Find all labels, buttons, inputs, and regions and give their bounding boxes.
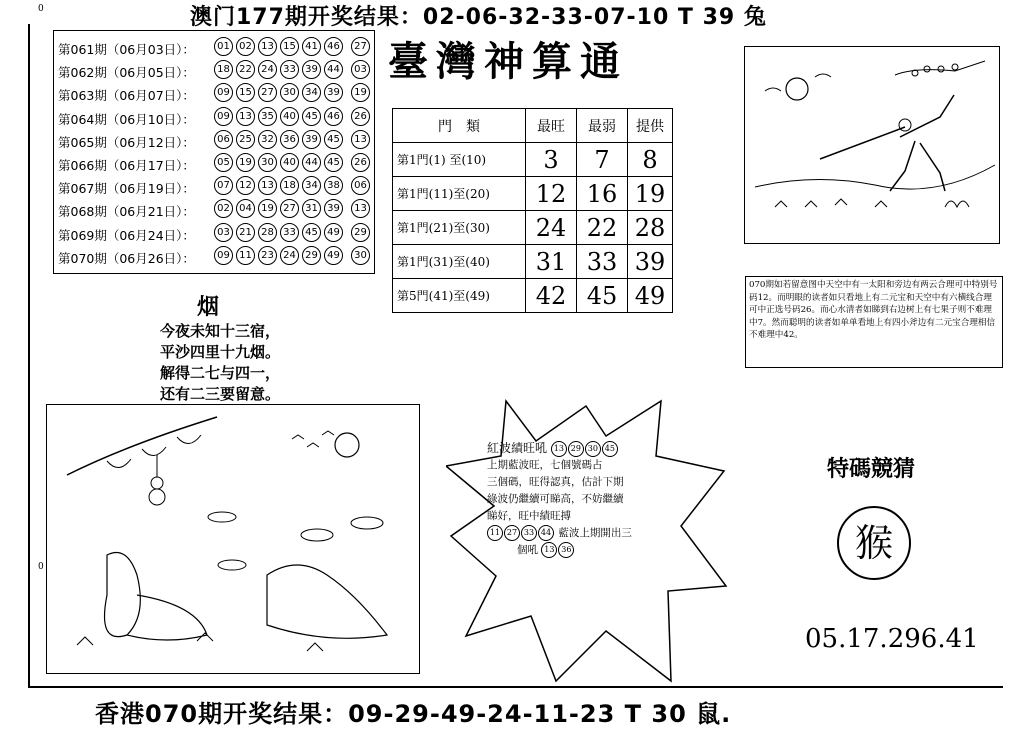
special-number-ball: 26 [351,153,370,172]
small-number-ball: 45 [602,441,618,457]
starburst-line: 三個碼，旺得認真，估計下期 [487,476,624,488]
number-ball: 39 [324,83,343,102]
poem-line: 解得二七与四一， [160,364,281,382]
number-ball: 40 [280,107,299,126]
number-ball: 39 [302,130,321,149]
number-ball: 45 [324,153,343,172]
history-label: 第066期（06月17日）： [58,158,195,173]
number-ball: 11 [236,246,255,265]
footer-balls [487,527,555,539]
special-number-ball: 27 [351,37,370,56]
number-ball: 09 [214,107,233,126]
warrior-illustration [744,46,1000,244]
number-ball: 05 [214,153,233,172]
special-number-ball: 06 [351,176,370,195]
history-label: 第062期（06月05日）： [58,65,195,81]
number-ball: 49 [324,223,343,242]
range-value: 39 [628,245,673,279]
starburst-heading-row [487,440,677,457]
range-label: 第1門(31)至(40) [393,245,526,279]
page-title: 臺灣神算通 [388,38,628,85]
number-ball: 39 [302,60,321,79]
scholar-illustration [46,404,420,674]
number-ball: 39 [324,199,343,218]
number-ball: 23 [258,246,277,265]
range-value: 3 [526,143,577,177]
number-ball: 34 [302,176,321,195]
range-value: 16 [577,177,628,211]
number-ball: 02 [236,37,255,56]
guess-title: 特碼競猜 [827,456,916,482]
range-value: 8 [628,143,673,177]
history-label: 第068期（06月21日）： [58,204,195,220]
table-row [393,177,673,211]
range-value: 22 [577,211,628,245]
special-number-ball: 19 [351,83,370,102]
table-header-hot: 最旺 [526,109,577,143]
number-ball: 09 [214,246,233,265]
starburst-footer2-row [487,542,677,559]
range-value: 31 [526,245,577,279]
history-label: 第067期（06月19日）： [58,181,195,197]
special-number-ball: 13 [351,199,370,218]
history-label: 第065期（06月12日）： [58,134,195,150]
small-number-ball: 36 [558,542,574,558]
range-label: 第5門(41)至(49) [393,279,526,313]
number-ball: 30 [258,153,277,172]
table-row [393,211,673,245]
number-ball: 07 [214,176,233,195]
range-value: 49 [628,279,673,313]
number-ball: 18 [214,60,233,79]
number-ball: 29 [302,246,321,265]
guess-code: 05.17.296.41 [805,624,979,654]
margin-mark-top: 0 [38,4,44,14]
number-ball: 18 [280,176,299,195]
poem-line: 还有二三要留意。 [160,385,281,403]
table-header-cold: 最弱 [577,109,628,143]
hint-note: 070期如若留意图中天空中有一太阳和旁边有两云合理可中特别号码12。而明眼的读者如只看地上有二元宝和天空中有六横线合理可中正选号码26。而心水清者如睇到右边树上有七果子则不难理中7。然而聪明的读者如单单看地上有四小斧边有二元宝合理相信不难理中42。 [745,276,1003,368]
number-ball: 09 [214,83,233,102]
special-number-ball: 26 [351,107,370,126]
number-ball: 45 [324,130,343,149]
number-ball: 32 [258,130,277,149]
number-ball: 35 [258,107,277,126]
number-ball: 38 [324,176,343,195]
scholar-drawing [47,405,419,673]
number-ball: 30 [280,83,299,102]
number-ball: 12 [236,176,255,195]
history-label: 第061期（06月03日）： [58,42,195,57]
number-ball: 33 [280,60,299,79]
heading-balls [551,441,619,455]
number-ball: 13 [258,176,277,195]
number-ball: 02 [214,199,233,218]
number-ball: 22 [236,60,255,79]
range-value: 19 [628,177,673,211]
poem-line: 平沙四里十九烟。 [160,343,281,361]
number-ball: 44 [324,60,343,79]
starburst-footer2-text: 個吼 [517,544,538,556]
special-number-ball: 13 [351,130,370,149]
number-ball: 44 [302,153,321,172]
number-ball: 24 [280,246,299,265]
number-ball: 40 [280,153,299,172]
small-number-ball: 13 [541,542,557,558]
number-ball: 04 [236,199,255,218]
number-ball: 27 [258,83,277,102]
history-label: 第069期（06月24日）： [58,227,195,243]
range-value: 28 [628,211,673,245]
number-ball: 46 [324,37,343,56]
warrior-drawing [745,47,999,243]
table-header-category: 門 類 [393,109,526,143]
starburst-footer-row [487,525,677,542]
range-value: 45 [577,279,628,313]
small-number-ball: 33 [521,525,537,541]
number-ball: 15 [236,83,255,102]
small-number-ball: 29 [568,441,584,457]
history-label: 第070期（06月26日）： [58,250,195,266]
number-ball: 34 [302,83,321,102]
range-value: 12 [526,177,577,211]
poem-line: 今夜未知十三宿， [160,322,281,340]
history-results-box [53,30,375,274]
small-number-ball: 27 [504,525,520,541]
table-row [393,279,673,313]
starburst-line: 睇好，旺中績旺搏 [487,510,571,522]
table-row [393,143,673,177]
number-ball: 15 [280,37,299,56]
range-value: 7 [577,143,628,177]
number-ball: 27 [280,199,299,218]
small-number-ball: 44 [538,525,554,541]
number-ball: 45 [302,223,321,242]
bottom-result-banner: 香港070期开奖结果：09-29-49-24-11-23 T 30 鼠. [95,700,732,728]
table-header-provide: 提供 [628,109,673,143]
starburst-heading: 紅波績旺吼 [487,441,548,455]
number-ball: 01 [214,37,233,56]
history-label: 第064期（06月10日）： [58,111,195,127]
starburst-line: 上期藍波旺，七個號碼占 [487,459,603,471]
range-label: 第1門(1) 至(10) [393,143,526,177]
small-number-ball: 13 [551,441,567,457]
number-ball: 24 [258,60,277,79]
footer2-balls [541,544,575,556]
range-value: 33 [577,245,628,279]
number-ball: 06 [214,130,233,149]
number-ball: 03 [214,223,233,242]
starburst-line: 綠波仍繼續可睇高，不妨繼續 [487,493,624,505]
number-ball: 13 [236,107,255,126]
number-ball: 36 [280,130,299,149]
range-label: 第1門(11)至(20) [393,177,526,211]
number-ball: 25 [236,130,255,149]
top-result-banner: 澳门177期开奖结果：02-06-32-33-07-10 T 39 兔 [190,5,767,30]
starburst-footer-text: 藍波上期開出三 [558,527,632,539]
range-value: 42 [526,279,577,313]
special-number-ball: 03 [351,60,370,79]
number-ball: 45 [302,107,321,126]
number-ball: 28 [258,223,277,242]
frame-left [28,24,30,688]
history-label: 第063期（06月07日）： [58,88,195,104]
number-ball: 31 [302,199,321,218]
number-ball: 19 [258,199,277,218]
number-ball: 33 [280,223,299,242]
special-number-ball: 29 [351,223,370,242]
range-table [392,108,673,313]
number-ball: 13 [258,37,277,56]
range-label: 第1門(21)至(30) [393,211,526,245]
number-ball: 41 [302,37,321,56]
zodiac-badge: 猴 [837,506,911,580]
small-number-ball: 30 [585,441,601,457]
special-number-ball: 30 [351,246,370,265]
margin-mark-left: 0 [38,562,44,572]
table-row [393,245,673,279]
number-ball: 19 [236,153,255,172]
range-value: 24 [526,211,577,245]
frame-bottom [28,686,1003,688]
number-ball: 49 [324,246,343,265]
small-number-ball: 11 [487,525,503,541]
poem-title: 烟 [197,294,220,320]
starburst-text [487,440,677,559]
number-ball: 46 [324,107,343,126]
number-ball: 21 [236,223,255,242]
